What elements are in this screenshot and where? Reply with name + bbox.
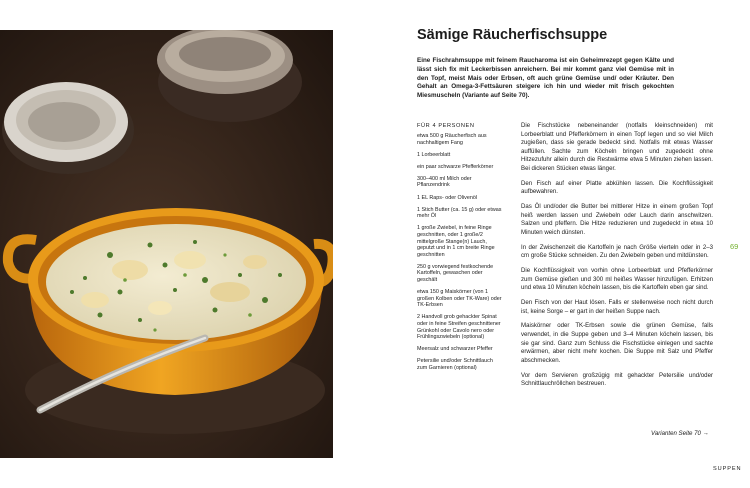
ingredient-item: 250 g vorwiegend festkochende Kartoffeln, gewaschen oder geschält	[417, 263, 494, 283]
recipe-intro: Eine Fischrahmsuppe mit feinem Raucharoma ist ein Geheimrezept gegen Kälte und lässt sich fix mit Leckerbissen anreichern. Bei mir kommt ganz viel Gemüse mit in den Topf, meist Mais oder Erbsen, oft auch grüne Gemüse und/ oder Kräuter. Den Gehalt an Omega-3-Fettsäuren steigere ich hin und wieder mit frisch gekochten Miesmuscheln (Variante auf Seite 70).	[417, 57, 674, 100]
ingredient-item: Petersilie und/oder Schnittlauch zum Garnieren (optional)	[417, 358, 493, 371]
method-step: Vor dem Servieren großzügig mit gehackter Petersilie und/oder Schnittlauchröllchen bestreuen.	[521, 371, 713, 388]
method-step: Die Kochflüssigkeit von vorhin ohne Lorbeerblatt und Pfefferkörner zum Gemüse gießen und 300 ml heißes Wasser hinzufügen. Erhitzen und etwa 10 Minuten köcheln lassen, bis die Kartoffeln eben gar sind.	[521, 267, 713, 292]
method-step: Das Öl und/oder die Butter bei mittlerer Hitze in einem großen Topf heiß werden lassen und Zwiebeln oder Lauch darin anschwitzen. Salzen und pfeffern. Die Hitze reduzieren und zugedeckt in etwa 10 Minuten weich dünsten.	[521, 203, 713, 236]
method-steps	[521, 122, 713, 395]
method-step: In der Zwischenzeit die Kartoffeln je nach Größe vierteln oder in 2–3 cm große Stücke schneiden. Zu den Zwiebeln geben und mitdünsten.	[521, 243, 713, 260]
variant-page-link[interactable]: Varianten Seite 70 →	[651, 430, 709, 437]
soup-pot-photo	[0, 30, 333, 458]
method-step: Die Fischstücke nebeneinander (notfalls kleinschneiden) mit Lorbeerblatt und Pfefferkörnern in einen Topf legen und so viel Milch zugießen, dass sie gerade bedeckt sind. Notfalls mit etwas Wasser auffüllen. Sachte zum Köcheln bringen und zugedeckt ohne Hitzezufuhr allein durch die Restwärme etwa 5 Minuten ziehen lassen. Bei dickeren Stücken etwas länger.	[521, 122, 713, 172]
servings-label: FÜR 4 PERSONEN	[417, 123, 475, 129]
page-number: 69	[730, 242, 739, 251]
section-label: SUPPEN	[713, 466, 742, 472]
method-step: Den Fisch von der Haut lösen. Falls er stellenweise noch nicht durch ist, keine Sorge – er gart in der heißen Suppe nach.	[521, 299, 713, 315]
ingredient-item: 300–400 ml Milch oder Pflanzendrink	[417, 175, 472, 189]
ingredient-item: etwa 500 g Räucherfisch aus nachhaltigem Fang	[417, 133, 487, 146]
ingredient-item: etwa 150 g Maiskörner (von 1 großen Kolben oder TK-Ware) oder TK-Erbsen	[417, 289, 502, 309]
method-step: Maiskörner oder TK-Erbsen sowie die grünen Gemüse, falls verwendet, in die Suppe geben und 3–4 Minuten köcheln lassen, bis sie gar sind. Ganz zum Schluss die Fischstücke einlegen und sachte erwärmen, aber nicht mehr kochen. Die Suppe mit Salz und Pfeffer abschmecken.	[521, 322, 713, 364]
ingredient-item: 2 Handvoll grob gehackter Spinat oder in feine Streifen geschnittener Grünkohl oder Cavolo nero oder Frühlingszwiebeln (optional)	[417, 314, 501, 341]
ingredient-item: 1 Lorbeerblatt	[417, 151, 451, 158]
recipe-page	[333, 0, 750, 488]
method-step: Den Fisch auf einer Platte abkühlen lassen. Die Kochflüssigkeit aufbewahren.	[521, 179, 713, 196]
ingredient-item: 1 große Zwiebel, in feine Ringe geschnitten, oder 1 große/2 mittelgroße Stange(n) Lauch, geputzt und in 1 cm breite Ringe geschnitten	[417, 225, 495, 258]
ingredient-item: 1 Stich Butter (ca. 15 g) oder etwas mehr Öl	[417, 206, 502, 220]
ingredient-item: Meersalz und schwarzer Pfeffer	[417, 346, 493, 353]
ingredient-item: ein paar schwarze Pfefferkörner	[417, 163, 494, 170]
recipe-title: Sämige Räucherfischsuppe	[417, 27, 608, 43]
ingredient-item: 1 EL Raps- oder Olivenöl	[417, 194, 478, 201]
ingredient-list	[417, 133, 504, 377]
